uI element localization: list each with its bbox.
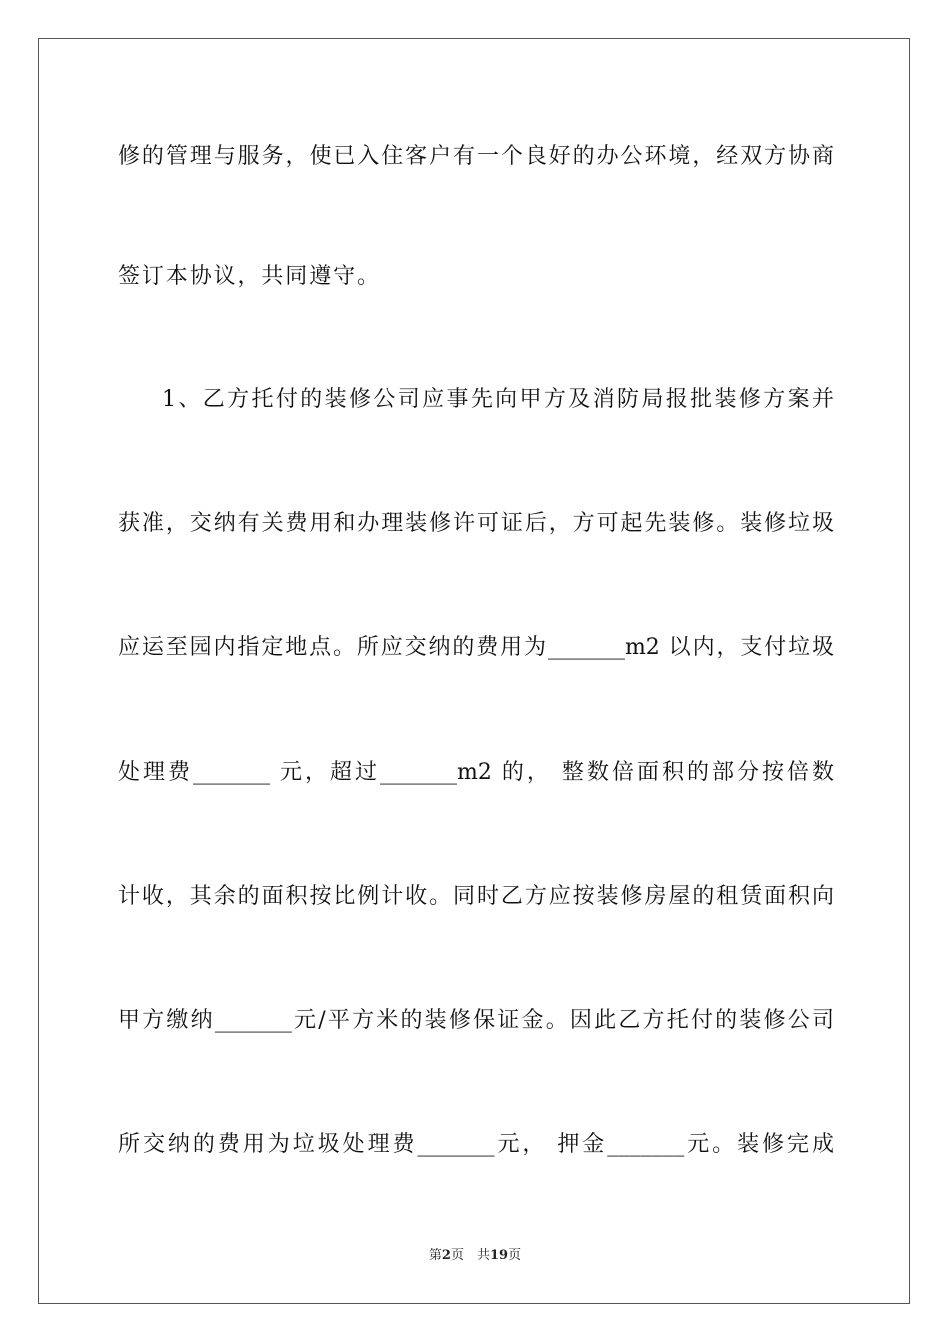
text-line-9: 所交纳的费用为垃圾处理费_______元， 押金_______元。装修完成 — [118, 1132, 834, 1157]
text-line-7: 计收，其余的面积按比例计收。同时乙方应按装修房屋的租赁面积向 — [118, 884, 834, 909]
text-line-6: 处理费_______ 元，超过_______m2 的， 整数倍面积的部分按倍数 — [118, 760, 834, 785]
text-line-3: 1、乙方托付的装修公司应事先向甲方及消防局报批装修方案并 — [162, 387, 834, 412]
text-line-1: 修的管理与服务，使已入住客户有一个良好的办公环境，经双方协商 — [118, 144, 834, 169]
text-line-8: 甲方缴纳_______元/平方米的装修保证金。因此乙方托付的装修公司 — [118, 1008, 834, 1033]
footer-prefix: 第 — [428, 1248, 442, 1263]
footer-suffix: 页 — [508, 1248, 522, 1263]
page-border — [38, 38, 910, 1304]
total-pages-number: 19 — [489, 1248, 509, 1263]
footer-mid: 页 共 — [450, 1248, 490, 1263]
text-line-4: 获准，交纳有关费用和办理装修许可证后，方可起先装修。装修垃圾 — [118, 511, 834, 536]
current-page-number: 2 — [441, 1248, 451, 1263]
text-line-5: 应运至园内指定地点。所应交纳的费用为_______m2 以内，支付垃圾 — [118, 635, 834, 660]
text-line-2: 签订本协议，共同遵守。 — [118, 264, 381, 289]
page-footer — [0, 1247, 950, 1265]
